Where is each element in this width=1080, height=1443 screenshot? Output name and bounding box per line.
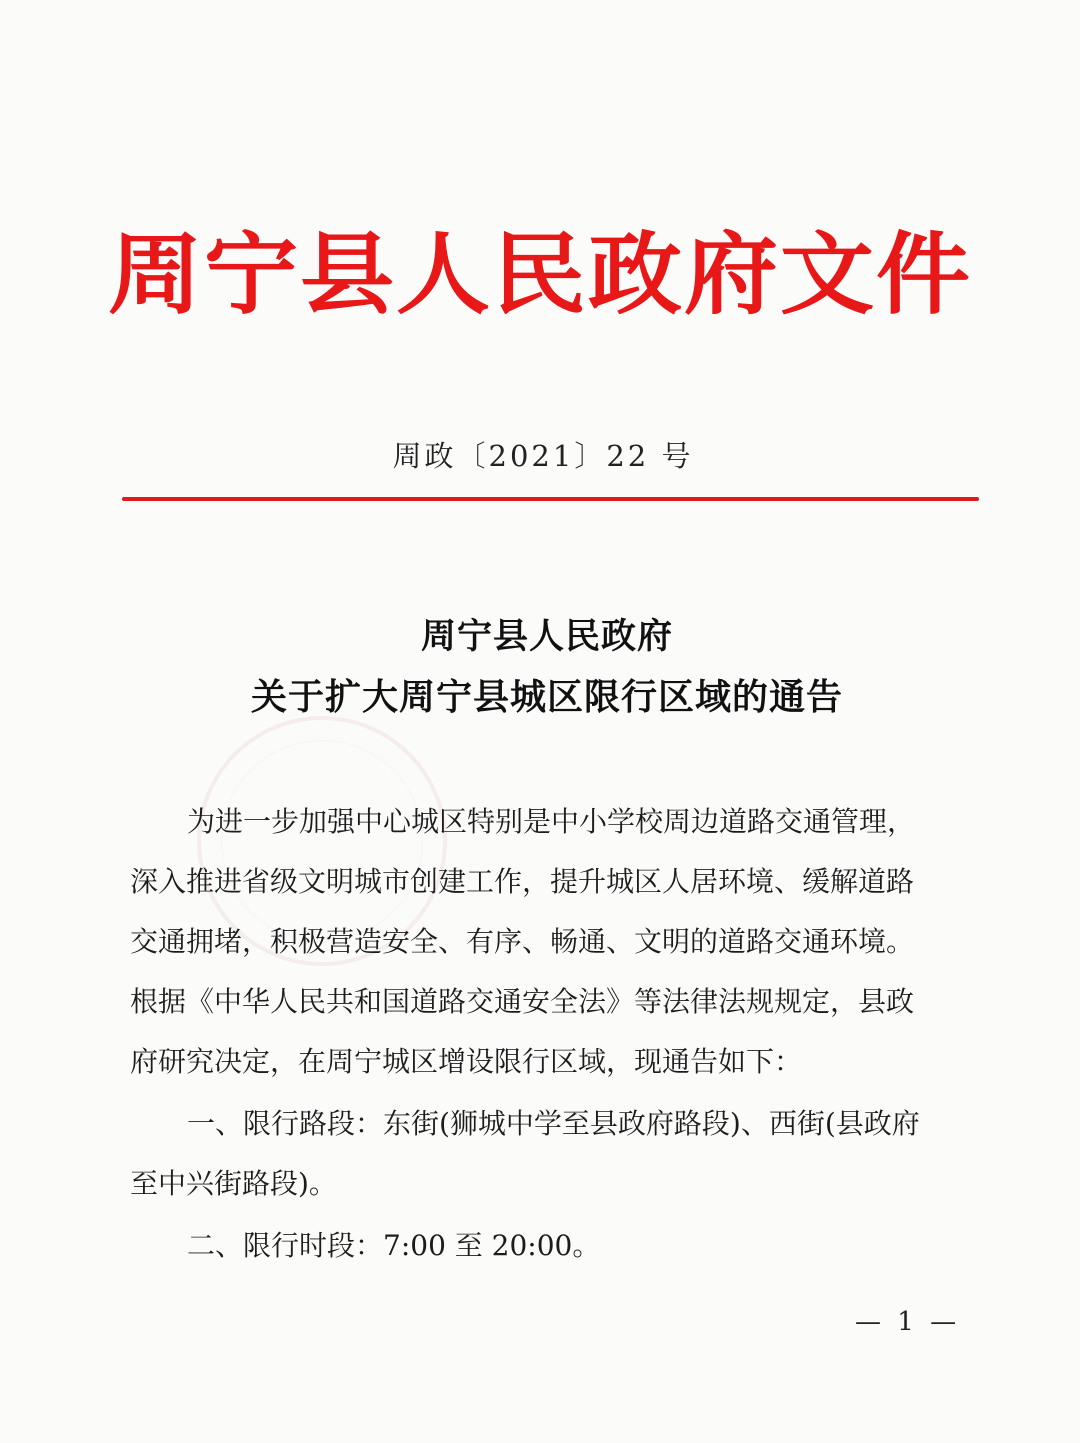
body-paragraph-line: 根据《中华人民共和国道路交通安全法》等法律法规规定，县政 <box>130 985 915 1018</box>
document-masthead: 周宁县人民政府文件 <box>107 222 972 328</box>
body-paragraph-line: 交通拥堵，积极营造安全、有序、畅通、文明的道路交通环境。 <box>130 925 915 958</box>
numbered-item-line: 二、限行时段：7:00 至 20:00。 <box>187 1229 601 1262</box>
body-paragraph-line: 府研究决定，在周宁城区增设限行区域，现通告如下： <box>130 1045 803 1078</box>
page-number: — 1 — <box>855 1307 961 1337</box>
notice-title-line-1: 周宁县人民政府 <box>420 617 673 657</box>
red-separator-line <box>122 497 979 501</box>
document-number: 周政〔2021〕22 号 <box>392 439 694 473</box>
notice-title-line-2: 关于扩大周宁县城区限行区域的通告 <box>250 677 843 718</box>
body-paragraph-line: 深入推进省级文明城市创建工作，提升城区人居环境、缓解道路 <box>130 865 915 898</box>
numbered-item-line: 至中兴街路段)。 <box>130 1167 337 1200</box>
numbered-item-line: 一、限行路段：东街(狮城中学至县政府路段)、西街(县政府 <box>187 1107 920 1140</box>
body-paragraph-line: 为进一步加强中心城区特别是中小学校周边道路交通管理， <box>187 805 916 838</box>
